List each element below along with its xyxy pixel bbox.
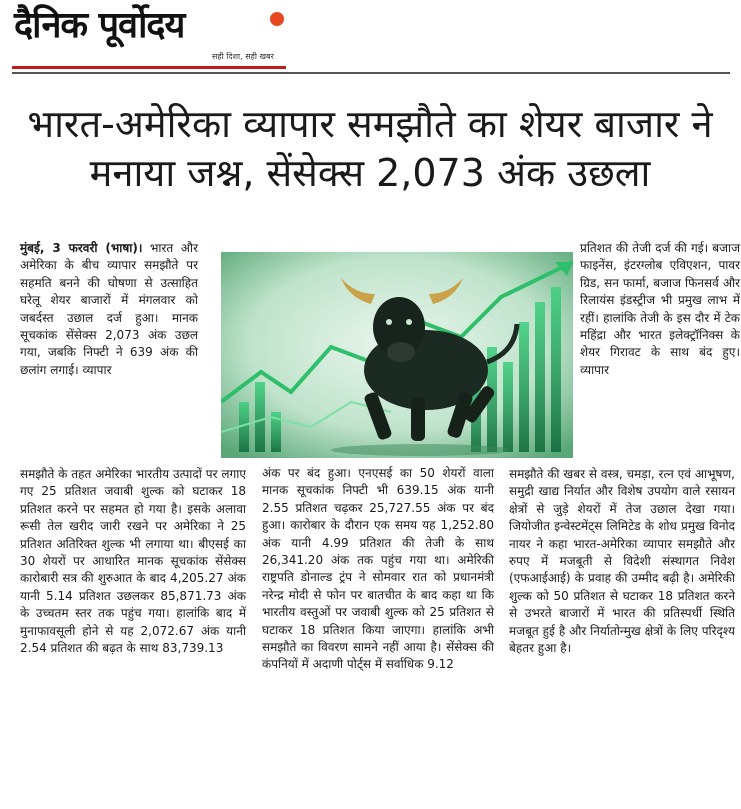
article-column-2: समझौते के तहत अमेरिका भारतीय उत्पादों पर लगाए गए 25 प्रतिशत जवाबी शुल्क को घटाकर 18 प्रतिशत करने पर सहमत हो गया है। इसके अलावा रूसी तेल खरीद जारी रखने पर अमेरिका ने 25 प्रतिशत अतिरिक्त शुल्क भी लगाया था। बीएसई का 30 शेयरों पर आधारित मानक सूचकांक सेंसेक्स कारोबारी सत्र की शुरुआत के बाद 4,205.27 अंक यानी 5.14 प्रतिशत उछलकर 85,871.73 अंक के उच्चतम स्तर तक पहुंच गया। हालांकि बाद में मुनाफावसूली होने से यह 2,072.67 अंक यानी 2.54 प्रतिशत की बढ़त के साथ 83,739.13 [20,467,246,656]
article-column-5: समझौते की खबर से वस्त्र, चमड़ा, रत्न एवं आभूषण, समुद्री खाद्य निर्यात और विशेष उपयोग वाले रसायन क्षेत्रों से जुड़े शेयरों में तेज उछाल देखा गया। जियोजीत इन्वेस्टमेंट्स लिमिटेड के शोध प्रमुख विनोद नायर ने कहा भारत-अमेरिका व्यापार समझौते और रुपए में मजबूती से विदेशी संस्थागत निवेश (एफआईआई) के प्रवाह की उम्मीद बढ़ी है। अमेरिकी शुल्क को 50 प्रतिशत से घटाकर 18 प्रतिशत करने से उभरते बाजारों में भारत की प्रतिस्पर्धी स्थिति मजबूत हुई है और निर्यातोन्मुख क्षेत्रों के लिए परिदृश्य बेहतर हुआ है। [509,467,735,656]
logo-underline [12,66,286,69]
article-column-1 [20,240,198,379]
bull-market-photo [221,252,573,458]
newspaper-tagline: सही दिशा, सही खबर [212,52,274,61]
article-text-1: भारत और अमेरिका के बीच व्यापार समझौते पर सहमति बनने की घोषणा से उत्साहित घरेलू शेयर बाजारों में मंगलवार को जबर्दस्त उछाल दर्ज हुआ। मानक सूचकांक सेंसेक्स 2,073 अंक उछल गया, जबकि निफ्टी ने 639 अंक की छलांग लगाई। व्यापार [20,241,198,377]
masthead [12,4,286,70]
dateline: मुंबई, 3 फरवरी (भाषा)। [20,241,143,255]
masthead-divider [12,72,730,74]
logo-dot-icon [270,12,284,26]
headline: भारत-अमेरिका व्यापार समझौते का शेयर बाजार ने मनाया जश्न, सेंसेक्स 2,073 अंक उछला [27,102,713,195]
charging-bull-stock-chart-icon [221,252,573,458]
article-column-4: प्रतिशत की तेजी दर्ज की गई। बजाज फाइनेंस, इंटरग्लोब एविएशन, पावर ग्रिड, सन फार्मा, बजाज फिनसर्व और रिलायंस इंडस्ट्रीज भी प्रमुख लाभ में रहीं। हालांकि तेजी के इस दौर में टेक महिंद्रा और भारत इलेक्ट्रॉनिक्स के शेयर गिरावट के साथ बंद हुए। व्यापार [580,241,740,377]
newspaper-logo: दैनिक पूर्वोदय [14,5,185,46]
article-column-3: अंक पर बंद हुआ। एनएसई का 50 शेयरों वाला मानक सूचकांक निफ्टी भी 639.15 अंक यानी 2.55 प्रतिशत चढ़कर 25,727.55 अंक पर बंद हुआ। कारोबार के दौरान एक समय यह 1,252.80 अंक यानी 4.99 प्रतिशत की तेजी के साथ 26,341.20 अंक तक पहुंच गया था। अमेरिकी राष्ट्रपति डोनाल्ड ट्रंप ने सोमवार रात को प्रधानमंत्री नरेन्द्र मोदी से फोन पर बातचीत के बाद कहा था कि भारतीय वस्तुओं पर जवाबी शुल्क को 25 प्रतिशत से घटाकर 18 प्रतिशत किया जाएगा। हालांकि अभी समझौते का विवरण सामने नहीं आया है। सेंसेक्स की कंपनियों में अदाणी पोर्ट्स में सर्वाधिक 9.12 [262,466,494,672]
